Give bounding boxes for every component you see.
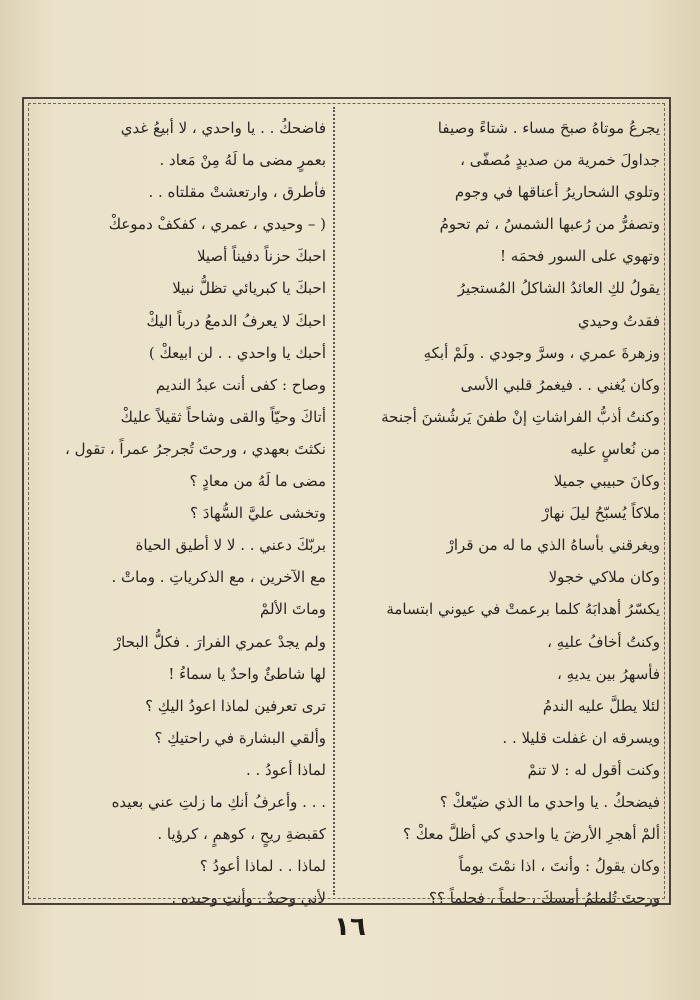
poem-line: مضى ما لَهُ من معادٍ ؟ [189,472,326,491]
poem-line: وكنتُ أخافُ عليهِ ، [547,632,660,651]
poem-line: وتهوي على السور فحمَه ! [499,247,660,266]
poem-line: مع الآخرين ، مع الذكرياتِ . وماتْ . [111,568,326,587]
poem-line: ( – وحيدي ، عمري ، كفكفْ دموعكْ [108,215,326,234]
poem-line: وكان يُغني . . فيغمرُ قلبي الأسى [460,375,660,394]
poem-line: كقبضةِ ريحٍ ، كوهمٍ ، كرؤيا . [157,825,326,844]
poem-line: وتخشى عليَّ السُّهادَ ؟ [190,504,326,523]
poem-line: أحبك يا واحدي . . لن ابيعكْ ) [148,343,326,362]
poem-line: وصاح : كفى أنت عبدُ النديم [155,375,326,394]
poem-line: ترى تعرفين لماذا اعودُ اليكِ ؟ [145,696,326,715]
poem-line: لها شاطئٌ واحدٌ يا سماءُ ! [168,664,326,683]
poem-line: احبكَ يا كبريائي تظلُّ نبيلا [172,279,326,298]
poem-line: ويغرقني بأساهُ الذي ما له من قرارْ [446,536,660,555]
poem-line: وتلوي الشحاريرُ أعناقها في وجوم [454,183,660,202]
poem-line: بربّكَ دعني . . لا لا أطيق الحياة [135,536,326,555]
column-divider [333,107,335,895]
poem-line: وكنتُ أذبُّ الفراشاتِ إنْ طفنَ يَرشُشنَ أجنحة [381,407,660,426]
poem-line: احبكَ لا يعرفُ الدمعُ درباً اليكْ [146,311,326,330]
poem-line: ألمْ أهجرِ الأرضَ يا واحدي كي أظلَّ معكْ ؟ [402,825,660,844]
poem-line: يكسّرُ أهدابَهُ كلما برعمتْ في عيوني ابتسامة [386,600,660,619]
poem-line: لئلا يطلَّ عليه الندمُ [542,696,660,715]
poem-line: وماتَ الألمْ [259,600,326,619]
poem-line: وكان يقولُ : وأنتَ ، اذا نمْتَ يوماً [458,857,660,876]
poem-line: لماذا أعودُ . . [245,760,326,779]
poem-line: ورحتَ تُلملمُ أمسكَ ، حلماً ، فحلماً ؟؟ [429,889,660,908]
poem-line: فأسهرُ بين يديهِ ، [556,664,660,683]
poem-line: ولم يجدْ عمري الفرارَ . فكلُّ البحارْ [113,632,326,651]
poem-line: نكثتَ بعهدي ، ورحتَ تُجرجرُ عمراً ، تقول ، [65,439,326,458]
poem-line: ملاكاً يُسبّحُ ليلَ نهارْ [541,504,660,523]
poem-line: لأني وحيدٌ . وأنتِ وحيده . [171,889,326,908]
poem-line: فأطرق ، وارتعشتْ مقلتاه . . [148,183,326,202]
poem-line: احبكَ حزناً دفيناً أصيلا [196,247,326,266]
poem-line: من نُعاسٍ عليه [570,439,660,458]
poem-line: يجرعُ موتاهُ صبحَ مساء . شتاءً وصيفا [437,119,660,137]
poem-line: وألقي البشارة في راحتيكِ ؟ [154,728,326,747]
poem-line: فقدتُ وحيدي [577,311,660,330]
poem-line: بعمرٍ مضى ما لَهُ مِنْ مَعاد . [159,151,326,170]
poem-line: وكنت أقول له : لا تنمْ [527,760,660,779]
poem-column-left [36,112,326,914]
poem-line: فيضحكُ . يا واحدي ما الذي ضيّعكْ ؟ [439,792,660,811]
poem-line: أتاكَ وحيّاً والقى وشاحاً ثقيلاً عليكْ [120,407,326,426]
poem-line: وكان ملاكي خجولا [548,568,660,587]
poem-line: لماذا . . لماذا أعودُ ؟ [199,857,326,876]
poem-line: فاضحكُ . . يا واحدي ، لا أبيعُ غدي [120,119,326,137]
poem-line: جداولَ خمرية من صديدٍ مُصفّى ، [460,151,660,170]
poem-line: يقولُ لكِ العائدُ الشاكلُ المُستجيرُ [457,279,660,298]
poem-line: وزهرةَ عمري ، وسرَّ وجودي . ولَمْ أبكهِ [423,343,660,362]
page-number: ١٦ [334,912,366,942]
poem-column-right [350,112,660,914]
poem-line: . . . وأعرفُ أنكِ ما زلتِ عني بعيده [111,792,326,811]
poem-line: وكانَ حبيبي جميلا [553,472,660,491]
poem-line: ويسرقه ان غفلت قليلا . . [502,728,660,747]
poem-line: وتصفرُّ من رُعبها الشمسُ ، ثم تحومُ [439,215,660,234]
